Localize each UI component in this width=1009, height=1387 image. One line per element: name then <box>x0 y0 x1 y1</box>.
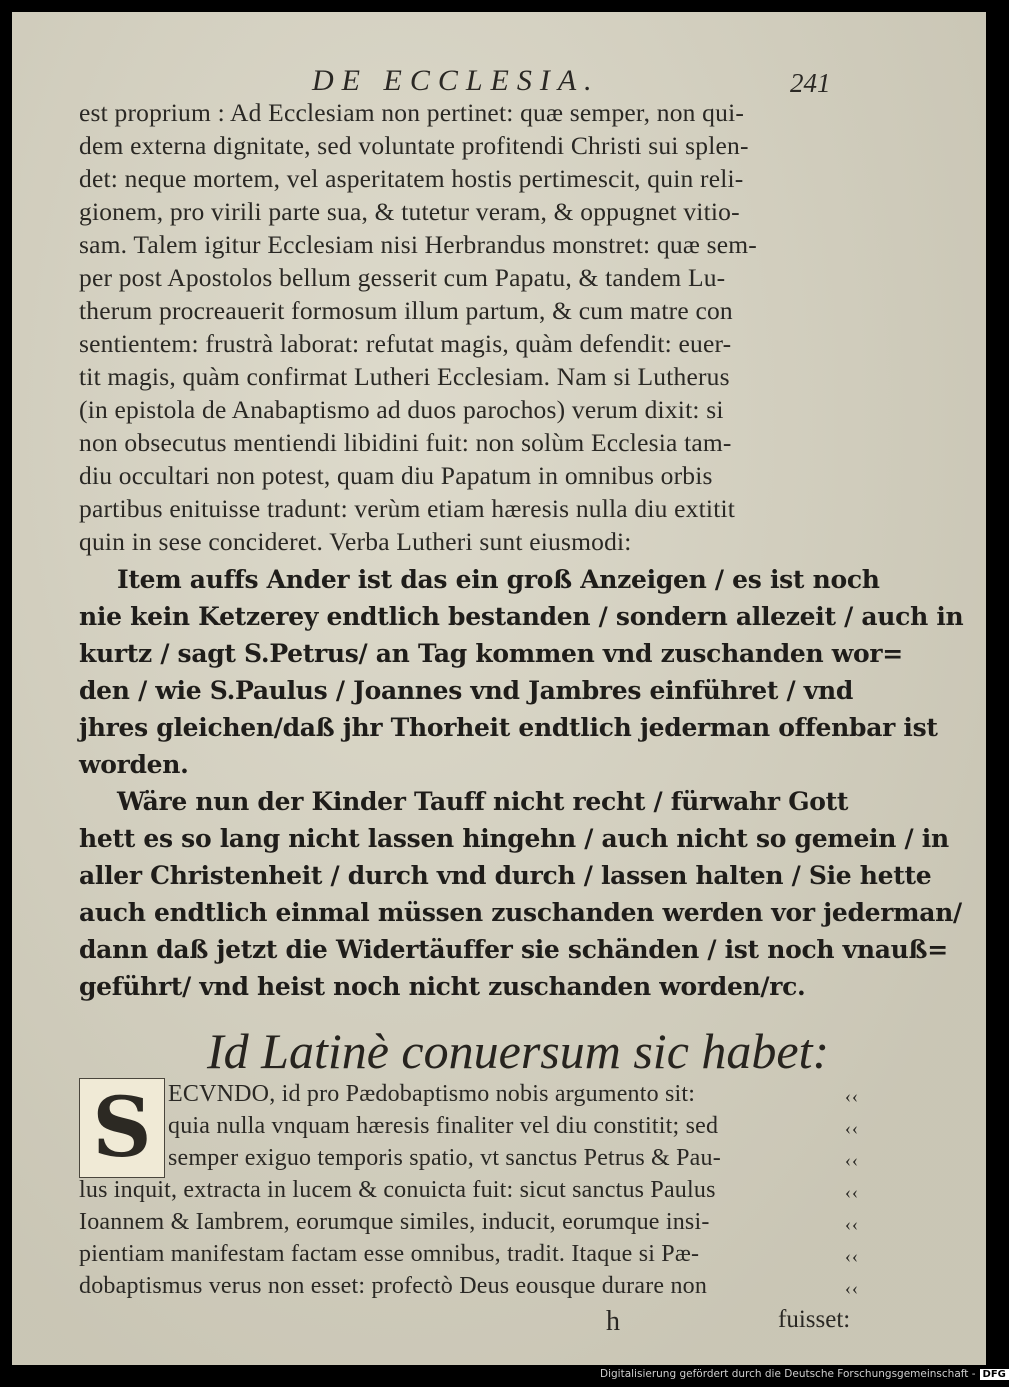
latin-line: est proprium : Ad Ecclesiam non pertinet: quæ semper, non qui- <box>79 98 745 127</box>
translation-line: lus inquit, extracta in lucem & conuicta fuit: sicut sanctus Paulus <box>79 1177 716 1203</box>
german-quote-line: dann daß jetzt die Widertäuffer sie schänden / ist noch vnauß= <box>79 935 948 964</box>
dfg-logo: DFG <box>980 1369 1009 1380</box>
latin-line: tit magis, quàm confirmat Lutheri Ecclesiam. Nam si Lutherus <box>79 362 730 391</box>
latin-line: (in epistola de Anabaptismo ad duos parochos) verum dixit: si <box>79 395 724 424</box>
german-quote-line: nie kein Ketzerey endtlich bestanden / sondern allezeit / auch in <box>79 602 964 631</box>
margin-quote-mark: ‹‹ <box>845 1086 859 1106</box>
translation-line: pientiam manifestam factam esse omnibus, tradit. Itaque si Pæ- <box>79 1241 700 1267</box>
margin-quote-mark: ‹‹ <box>845 1182 859 1202</box>
latin-line: diu occultari non potest, quam diu Papatum in omnibus orbis <box>79 461 713 490</box>
latin-line: sam. Talem igitur Ecclesiam nisi Herbrandus monstret: quæ sem- <box>79 230 757 259</box>
german-quote-line: aller Christenheit / durch vnd durch / lassen halten / Sie hette <box>79 861 932 890</box>
translation-heading: Id Latinè conuersum sic habet: <box>207 1023 830 1079</box>
decorated-initial <box>79 1078 165 1178</box>
initial-letter: S <box>92 1080 152 1176</box>
latin-line: quin in sese concideret. Verba Lutheri sunt eiusmodi: <box>79 527 632 556</box>
latin-line: det: neque mortem, vel asperitatem hostis pertimescit, quin reli- <box>79 164 744 193</box>
credit-text: Digitalisierung gefördert durch die Deutsche Forschungsgemeinschaft - <box>600 1368 976 1380</box>
latin-line: gionem, pro virili parte sua, & tutetur veram, & oppugnet vitio- <box>79 197 740 226</box>
translation-line: Ioannem & Iambrem, eorumque similes, inducit, eorumque insi- <box>79 1209 710 1235</box>
german-quote-line: den / wie S.Paulus / Joannes vnd Jambres einführet / vnd <box>79 676 854 705</box>
translation-line: ECVNDO, id pro Pædobaptismo nobis argumento sit: <box>168 1081 696 1107</box>
latin-line: dem externa dignitate, sed voluntate profitendi Christi sui splen- <box>79 131 749 160</box>
margin-quote-mark: ‹‹ <box>845 1246 859 1266</box>
margin-quote-mark: ‹‹ <box>845 1118 859 1138</box>
page-number: 241 <box>790 68 831 98</box>
german-quote-line: geführt/ vnd heist noch nicht zuschanden worden/rc. <box>79 972 806 1001</box>
german-quote-line: Item auffs Ander ist das ein groß Anzeigen / es ist noch <box>117 565 880 594</box>
translation-line: dobaptismus verus non esset: profectò Deus eousque durare non <box>79 1273 708 1299</box>
latin-line: non obsecutus mentiendi libidini fuit: non solùm Ecclesia tam- <box>79 428 732 457</box>
margin-quote-mark: ‹‹ <box>845 1278 859 1298</box>
digitization-credit <box>600 1368 1009 1380</box>
translation-line: semper exiguo temporis spatio, vt sanctus Petrus & Pau- <box>168 1145 721 1171</box>
latin-line: partibus enituisse tradunt: verùm etiam hæresis nulla diu extitit <box>79 494 736 523</box>
latin-line: sentientem: frustrà laborat: refutat magis, quàm defendit: euer- <box>79 329 732 358</box>
running-title: DE ECCLESIA. <box>312 64 600 97</box>
german-quote-line: Wäre nun der Kinder Tauff nicht recht / fürwahr Gott <box>117 787 849 816</box>
german-quote-line: worden. <box>79 750 189 779</box>
latin-line: therum procreauerit formosum illum partum, & cum matre con <box>79 296 733 325</box>
catchword: fuisset: <box>778 1306 851 1333</box>
german-quote-line: jhres gleichen/daß jhr Thorheit endtlich jederman offenbar ist <box>79 713 938 742</box>
signature-mark: h <box>606 1306 620 1337</box>
translation-line: quia nulla vnquam hæresis finaliter vel diu constitit; sed <box>168 1113 719 1139</box>
german-quote-line: kurtz / sagt S.Petrus/ an Tag kommen vnd zuschanden wor= <box>79 639 903 668</box>
book-page <box>12 12 986 1365</box>
latin-line: per post Apostolos bellum gesserit cum Papatu, & tandem Lu- <box>79 263 726 292</box>
german-quote-line: hett es so lang nicht lassen hingehn / auch nicht so gemein / in <box>79 824 949 853</box>
margin-quote-mark: ‹‹ <box>845 1214 859 1234</box>
german-quote-line: auch endtlich einmal müssen zuschanden werden vor jederman/ <box>79 898 962 927</box>
margin-quote-mark: ‹‹ <box>845 1150 859 1170</box>
